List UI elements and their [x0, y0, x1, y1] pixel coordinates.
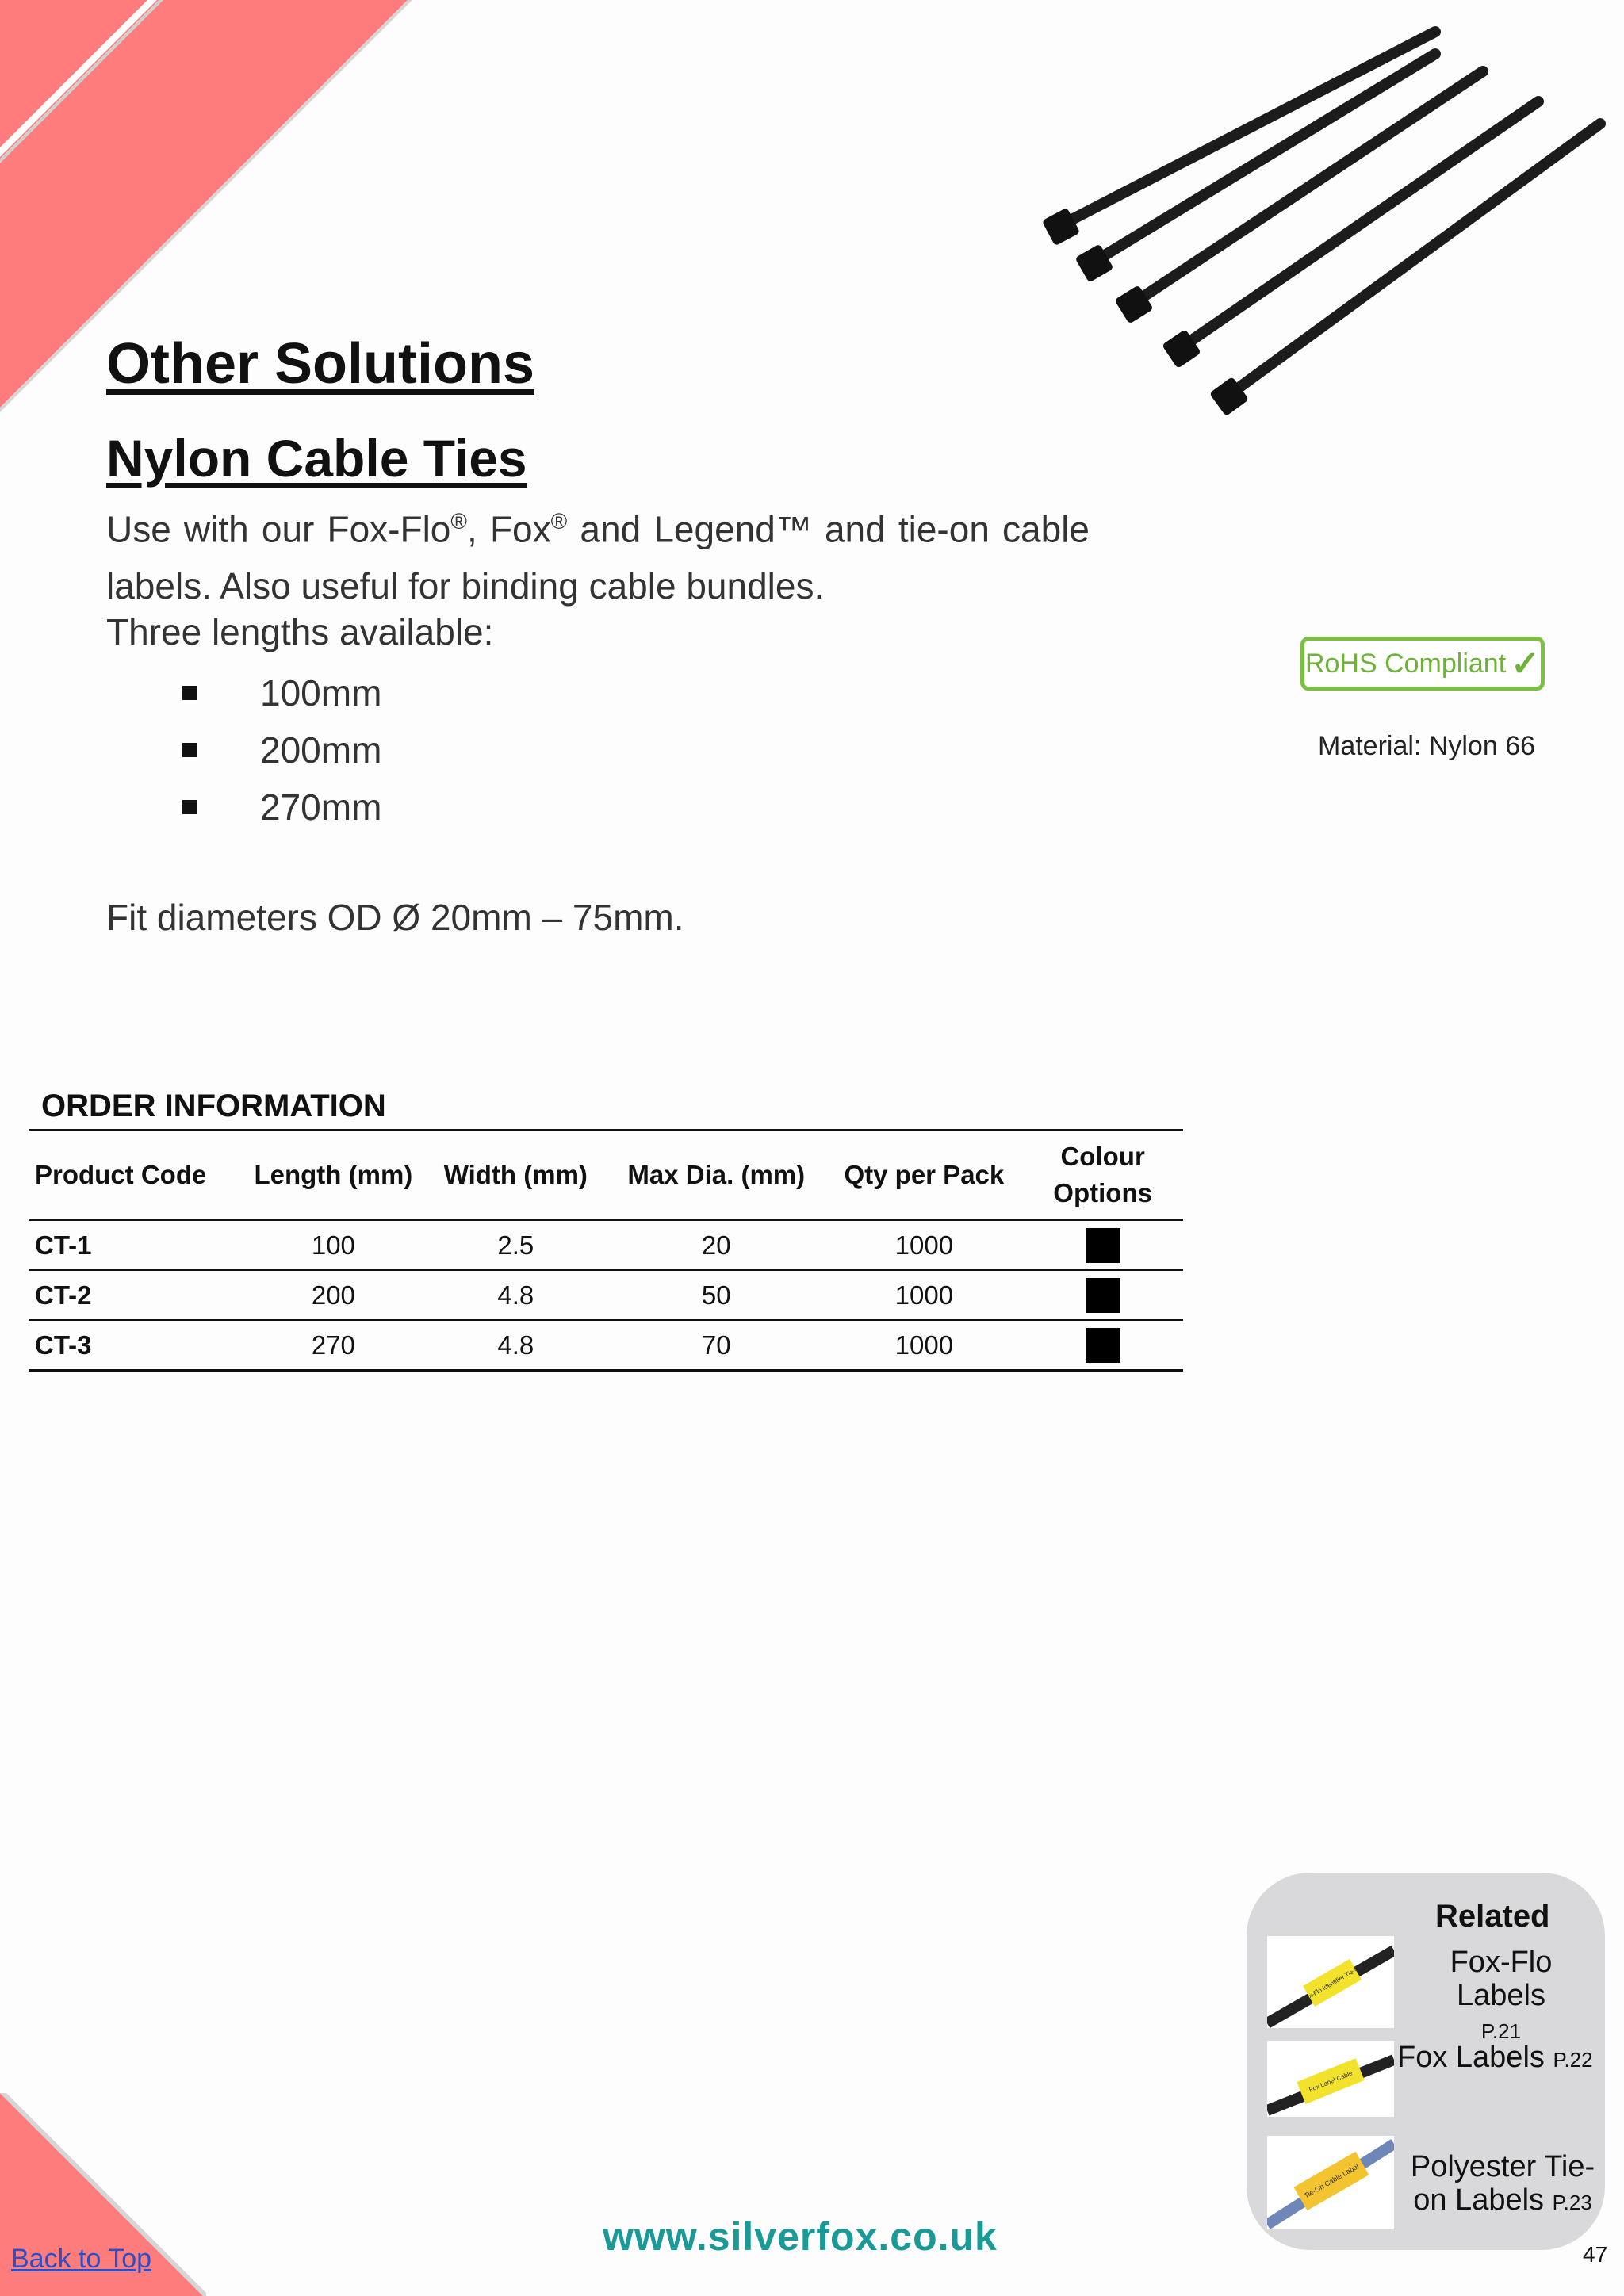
max-dia-cell: 70 — [701, 1330, 731, 1360]
table-row — [29, 1320, 1183, 1371]
colour-cell — [1022, 1270, 1183, 1320]
polyester-tie-on-labels-thumbnail[interactable] — [1267, 2136, 1394, 2229]
column-header: Colour Options — [1053, 1142, 1152, 1207]
related-title: Related — [1435, 1899, 1550, 1934]
width-cell: 4.8 — [497, 1280, 534, 1310]
max-dia-cell: 50 — [701, 1280, 731, 1310]
colour-swatch-black — [1086, 1328, 1120, 1363]
bullet-square-icon — [182, 743, 197, 757]
thumbnail-text: Fox Label Cable — [1308, 2069, 1354, 2094]
length-cell: 100 — [311, 1230, 355, 1260]
intro-part-1: Use with our Fox-Flo — [106, 508, 451, 550]
intro-part-2: , Fox — [467, 508, 551, 550]
column-header: Length (mm) — [254, 1160, 413, 1189]
column-header: Qty per Pack — [844, 1160, 1005, 1189]
colour-cell — [1022, 1320, 1183, 1371]
column-header: Width (mm) — [443, 1160, 588, 1189]
cable-ties-image — [1023, 24, 1610, 436]
rohs-label: RoHS Compliant — [1304, 648, 1507, 679]
lengths-intro: Three lengths available: — [106, 611, 494, 652]
length-cell: 270 — [311, 1330, 355, 1360]
list-item — [182, 664, 381, 721]
check-icon: ✓ — [1511, 644, 1541, 683]
width-cell: 2.5 — [497, 1230, 534, 1260]
intro-part-3: and Legend™ and tie-on cable labels. Also useful for binding cable bundles. — [106, 508, 1090, 607]
product-code: CT-2 — [35, 1280, 92, 1310]
length-value: 270mm — [260, 786, 382, 828]
back-to-top-link[interactable]: Back to Top — [11, 2244, 152, 2274]
related-item-polyester-tie-on[interactable] — [1404, 2150, 1602, 2219]
length-value: 100mm — [260, 672, 382, 714]
product-code: CT-1 — [35, 1230, 92, 1260]
intro-paragraph — [106, 493, 1090, 614]
list-item — [182, 779, 381, 836]
table-row — [29, 1220, 1183, 1271]
registered-mark: ® — [450, 509, 468, 534]
related-item-label: Fox-Flo Labels — [1450, 1946, 1553, 2012]
registered-mark: ® — [550, 509, 568, 534]
column-header: Max Dia. (mm) — [627, 1160, 806, 1189]
column-header: Product Code — [35, 1160, 207, 1189]
colour-swatch-black — [1086, 1278, 1120, 1313]
thumbnail-text: Tie-On Cable Label — [1302, 2162, 1361, 2200]
length-value: 200mm — [260, 729, 382, 771]
qty-cell: 1000 — [894, 1330, 954, 1360]
fit-diameters-text: Fit diameters OD Ø 20mm – 75mm. — [106, 897, 684, 938]
lengths-list — [182, 664, 381, 836]
order-information-title: ORDER INFORMATION — [41, 1089, 386, 1123]
fox-flo-labels-thumbnail[interactable] — [1267, 1936, 1394, 2028]
related-item-fox-flo[interactable] — [1402, 1946, 1600, 2048]
material-text: Material: Nylon 66 — [1318, 731, 1536, 761]
related-item-page: P.22 — [1553, 2048, 1593, 2072]
section-title: Nylon Cable Ties — [106, 429, 527, 488]
thumbnail-text: Fox-Flo Identifier Tie-On — [1300, 1962, 1364, 2003]
max-dia-cell: 20 — [701, 1230, 731, 1260]
related-item-page: P.21 — [1480, 2019, 1522, 2043]
related-item-label: on Labels — [1413, 2183, 1545, 2217]
rohs-badge — [1300, 637, 1545, 691]
length-cell: 200 — [311, 1280, 355, 1310]
qty-cell: 1000 — [894, 1280, 954, 1310]
website-url[interactable]: www.silverfox.co.uk — [603, 2214, 998, 2259]
colour-cell — [1022, 1220, 1183, 1271]
bullet-square-icon — [182, 800, 197, 814]
page-number: 47 — [1583, 2242, 1608, 2267]
page-title: Other Solutions — [106, 332, 534, 396]
colour-swatch-black — [1086, 1228, 1120, 1263]
order-table — [29, 1129, 1183, 1372]
list-item — [182, 721, 381, 779]
related-item-label: Fox Labels — [1397, 2041, 1545, 2074]
related-item-label: Polyester Tie- — [1410, 2150, 1595, 2183]
bullet-square-icon — [182, 686, 197, 700]
fox-labels-thumbnail[interactable] — [1267, 2041, 1394, 2117]
related-item-fox-labels[interactable] — [1397, 2041, 1605, 2076]
table-row — [29, 1270, 1183, 1320]
width-cell: 4.8 — [497, 1330, 534, 1360]
table-header-row — [29, 1131, 1183, 1220]
related-item-page: P.23 — [1552, 2191, 1592, 2214]
product-code: CT-3 — [35, 1330, 92, 1360]
qty-cell: 1000 — [894, 1230, 954, 1260]
